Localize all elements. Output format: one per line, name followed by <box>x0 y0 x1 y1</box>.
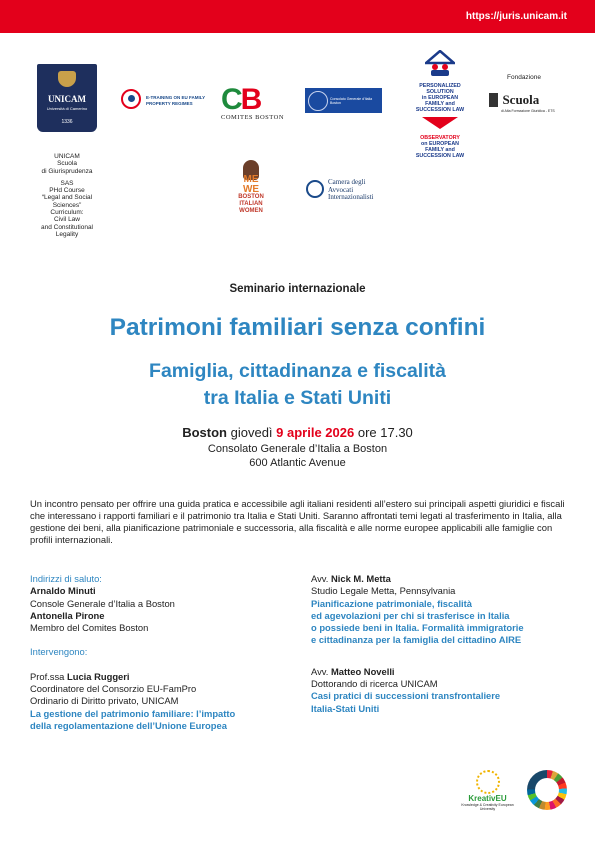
kreativeu-logo <box>460 770 515 811</box>
column-icon <box>489 93 498 107</box>
stars-icon <box>476 770 500 794</box>
event-date: 9 aprile 2026 <box>276 425 355 440</box>
greetings-label: Indirizzi di saluto: <box>30 573 102 584</box>
mewe-logo <box>231 160 271 225</box>
speakers-label: Intervengono: <box>30 646 88 658</box>
family-house-icon <box>425 50 455 78</box>
italian-emblem-icon <box>308 91 328 111</box>
event-time: ore 17.30 <box>357 425 413 440</box>
speaker-name: Avv. Nick M. Metta <box>311 573 391 584</box>
program-right-column <box>311 573 573 715</box>
scuola-logo <box>489 91 569 113</box>
etraining-logo-text: E-TRAINING ON EU FAMILY PROPERTY REGIMES <box>146 95 206 106</box>
event-venue <box>0 442 595 470</box>
intro-paragraph: Un incontro pensato per offrire una guida pratica e accessibile agli italiani residenti all’estero sui principali aspetti giuridici e fiscali che interessano i rapporti familiari e il patrimonio tra Italia e Stati Uniti. Saranno affrontati temi legati al trasferimento in Italia, alla gestione dei beni, alla pianificazione patrimoniale e successoria, alla fiscalità e alle norme europee applicabili alle famiglie con profili internazionali. <box>30 498 565 545</box>
event-subtitle: Famiglia, cittadinanza e fiscalità tra Italia e Stati Uniti <box>149 360 446 409</box>
unicam-logo-year: 1336 <box>61 119 73 125</box>
camera-avvocati-name: Camera degli Avvocati Internazionalisti <box>328 178 374 201</box>
event-day: giovedì <box>230 425 273 440</box>
speaker-name: Avv. Matteo Novelli <box>311 665 395 677</box>
unicam-logo-subtitle: Università di Camerino <box>46 106 88 111</box>
personalized-solution-logo <box>414 50 466 165</box>
unicam-logo <box>37 64 97 132</box>
mewe-caption: BOSTON ITALIAN WOMEN <box>238 194 264 214</box>
mewe-mark: ME WE <box>242 174 260 195</box>
consolato-logo <box>305 88 382 113</box>
greeter-role: Membro del Comites Boston <box>30 622 149 634</box>
unicam-logo-name: UNICAM <box>48 94 86 104</box>
globe-icon <box>306 180 324 198</box>
scuola-name: Scuola <box>502 91 540 107</box>
comites-mark: CB <box>221 83 261 116</box>
talk-title: La gestione del patrimonio familiare: l’impatto della regolamentazione dell’Unione Europea <box>30 707 236 731</box>
etraining-logo-icon <box>121 89 141 109</box>
seminar-label: Seminario internazionale <box>229 283 366 295</box>
consolato-logo-text: Consolato Generale d'Italia Boston <box>330 97 373 105</box>
personalized-solution-text: PERSONALIZED SOLUTION in EUROPEAN FAMILY and SUCCESSION LAW <box>415 83 465 113</box>
speaker-role: Coordinatore del Consorzio EU-FamPro <box>30 683 197 695</box>
speaker-name: Prof.ssa Lucia Ruggeri <box>30 670 130 682</box>
venue-address: 600 Atlantic Avenue <box>249 457 346 469</box>
speaker-role: Dottorando di ricerca UNICAM <box>311 678 438 690</box>
program-left-column <box>30 573 290 732</box>
event-datetime <box>0 425 595 440</box>
greeter-name: Arnaldo Minuti <box>30 585 96 597</box>
greeter-name: Antonella Pirone <box>30 609 105 621</box>
observatory-text: OBSERVATORY on EUROPEAN FAMILY and SUCCESSION LAW <box>415 135 465 159</box>
talk-title: Casi pratici di successioni transfrontaliere Italia-Stati Uniti <box>311 690 501 714</box>
website-link[interactable]: https://juris.unicam.it <box>465 11 567 22</box>
event-city: Boston <box>182 425 227 440</box>
speaker-role: Studio Legale Metta, Pennsylvania <box>311 585 456 597</box>
top-bar <box>0 0 595 33</box>
fondazione-label: Fondazione <box>507 74 541 81</box>
talk-title: Pianificazione patrimoniale, fiscalità ed agevolazioni per chi si trasferisce in Italia o possiede beni in Italia. Formalità immigratorie e cittadinanza per la famiglia del cittadino AIRE <box>311 597 524 646</box>
event-title: Patrimoni familiari senza confini <box>109 314 486 341</box>
kreativeu-name: KreativEU <box>468 794 507 803</box>
unicam-caption: UNICAM Scuola di Giurisprudenza SAS PHd Course “Legal and Social Sciences” Curriculum: Civil Law and Constitutional Legality <box>40 153 94 238</box>
comites-logo <box>219 84 285 124</box>
sdg-wheel-icon <box>527 770 567 810</box>
scuola-subtitle: di Alta Formazione Giuridica - ETS <box>501 109 555 113</box>
venue-name: Consolato Generale d’Italia a Boston <box>207 443 388 455</box>
speaker-role: Ordinario di Diritto privato, UNICAM <box>30 695 179 707</box>
comites-caption: COMITES BOSTON <box>221 114 285 121</box>
observatory-triangle-icon <box>420 116 460 130</box>
greeter-role: Console Generale d’Italia a Boston <box>30 597 175 609</box>
kreativeu-sub: Knowledge & Creativity European University <box>461 803 514 811</box>
unicam-crest-icon <box>58 71 76 87</box>
